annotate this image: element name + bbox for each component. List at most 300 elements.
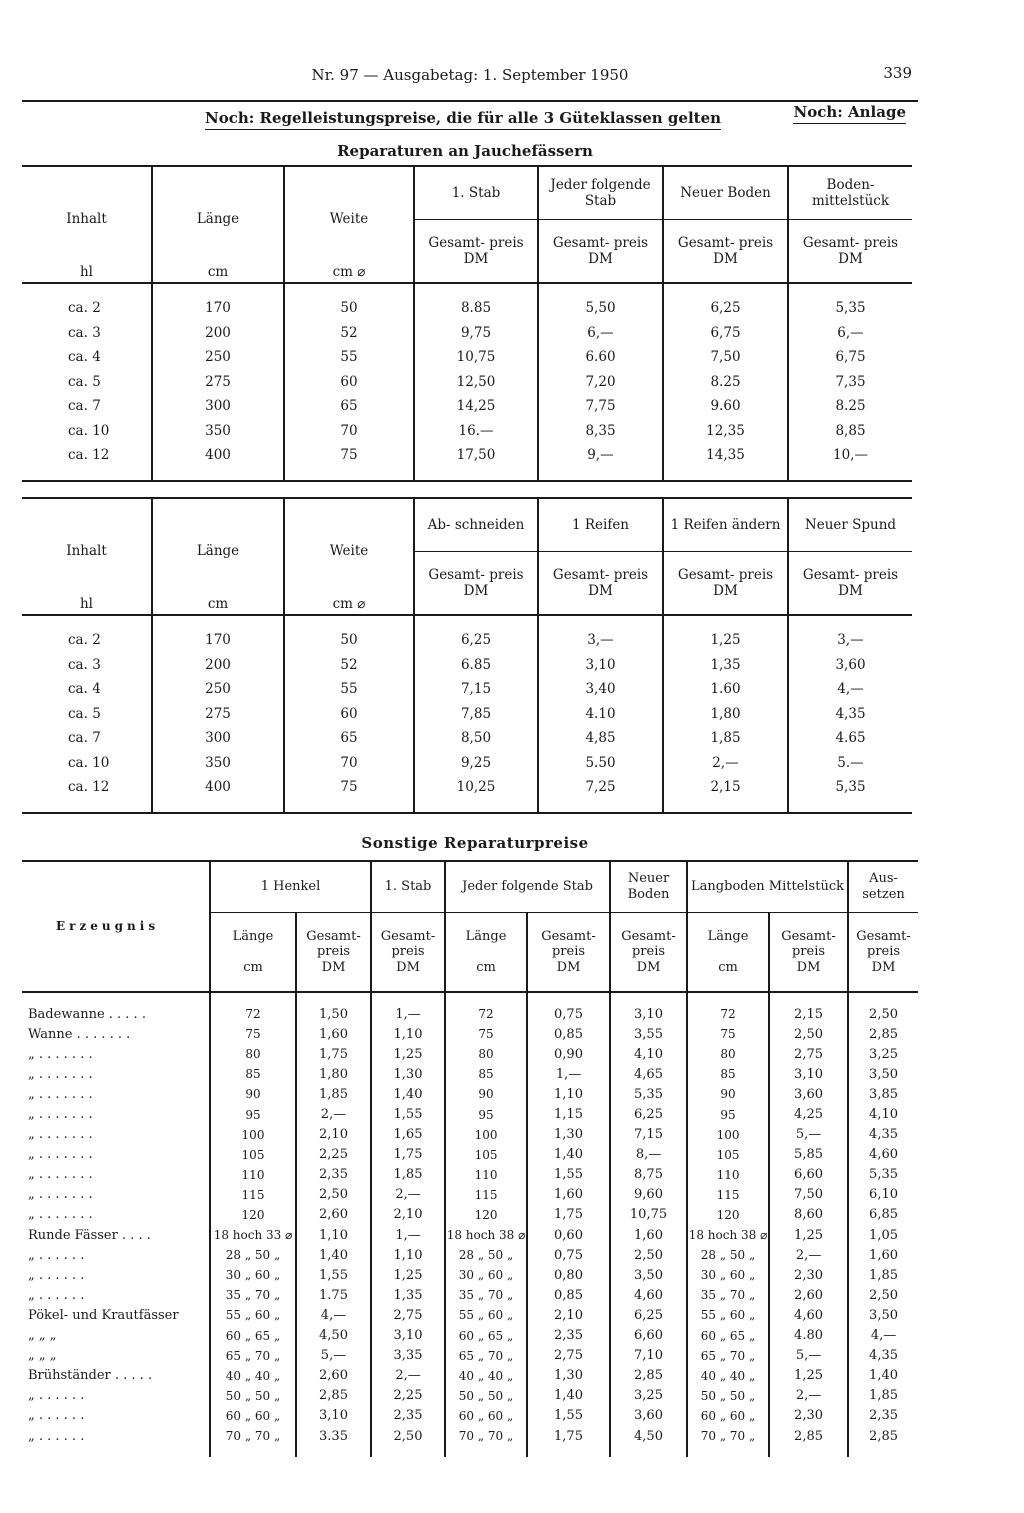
table-cell: 70 „ 70 „: [445, 1426, 527, 1446]
spacer-cell: [663, 283, 788, 296]
table-cell: 2,85: [848, 1426, 918, 1446]
spacer-cell: [22, 992, 210, 1004]
group-header: Langboden Mittelstück: [687, 861, 848, 913]
table-cell: 3,50: [848, 1064, 918, 1084]
table-cell: 40 „ 40 „: [210, 1366, 296, 1386]
spacer-cell: [663, 800, 788, 813]
table-cell: 50 „ 50 „: [210, 1386, 296, 1406]
table-cell: 1,30: [527, 1125, 610, 1145]
table-cell: 0,75: [527, 1245, 610, 1265]
table-cell: 2,35: [371, 1406, 445, 1426]
spacer-cell: [414, 800, 538, 813]
table-row: [22, 1265, 918, 1285]
table-cell: 1,—: [527, 1064, 610, 1084]
table-cell: 2,—: [296, 1104, 371, 1124]
table-cell: 3,10: [538, 653, 663, 678]
table-cell: 1,60: [296, 1024, 371, 1044]
table-cell: 7,20: [538, 370, 663, 395]
table-cell: 6,25: [610, 1104, 687, 1124]
row-label-cell: „ . . . . . . .: [28, 1086, 93, 1102]
table-cell: 6,25: [663, 296, 788, 321]
row-label-cell: „ . . . . . . .: [28, 1127, 93, 1143]
laenge-subheader: Länge cm: [445, 913, 527, 993]
table-cell: 6,75: [663, 321, 788, 346]
table-cell: 9,—: [538, 443, 663, 468]
table-cell: 18 hoch 38 ⌀: [687, 1225, 769, 1245]
table-row: [22, 1245, 918, 1265]
group-header: Jeder folgende Stab: [445, 861, 610, 913]
table-cell: 3,10: [296, 1406, 371, 1426]
inhalt-header: Inhalt hl: [66, 543, 107, 612]
column-header: 1 Reifen ändern: [663, 498, 788, 552]
table-cell: 4,65: [610, 1064, 687, 1084]
table3-body: [22, 992, 918, 1457]
table-cell: 55 „ 60 „: [445, 1305, 527, 1325]
table-cell: 1,55: [527, 1165, 610, 1185]
table-cell: 2,85: [848, 1024, 918, 1044]
spacer-cell: [296, 992, 371, 1004]
spacer-cell: [788, 283, 912, 296]
table-row: [22, 1064, 918, 1084]
spacer-cell: [687, 992, 769, 1004]
row-label-cell: ca. 7: [68, 398, 101, 415]
table-cell: 10,75: [610, 1205, 687, 1225]
table-cell: 1,75: [371, 1145, 445, 1165]
gesamtpreis-subheader: Gesamt- preis DM: [610, 913, 687, 993]
row-label-cell: „ . . . . . . .: [28, 1167, 93, 1183]
table-row: [22, 1205, 918, 1225]
table-cell: 7,50: [663, 345, 788, 370]
table-cell: 3,85: [848, 1084, 918, 1104]
spacer-cell: [22, 615, 152, 628]
table-cell: 115: [210, 1185, 296, 1205]
table-cell: 72: [687, 1004, 769, 1024]
table-cell: 6.85: [414, 653, 538, 678]
table-cell: 7,50: [769, 1185, 848, 1205]
table-row: [22, 1104, 918, 1124]
table-row: [22, 677, 912, 702]
spacer-cell: [210, 1446, 296, 1457]
table-cell: 14,25: [414, 394, 538, 419]
table-cell: 55 „ 60 „: [687, 1305, 769, 1325]
table-cell: 1,60: [848, 1245, 918, 1265]
table-cell: 1,75: [527, 1426, 610, 1446]
table-cell: 105: [687, 1145, 769, 1165]
table1-body: [22, 283, 912, 481]
table-cell: 2,50: [769, 1024, 848, 1044]
table-cell: 1,10: [371, 1245, 445, 1265]
table-cell: 40 „ 40 „: [445, 1366, 527, 1386]
table-cell: 9,25: [414, 751, 538, 776]
table-cell: 1,35: [663, 653, 788, 678]
table-cell: 1,85: [296, 1084, 371, 1104]
table-cell: 100: [210, 1125, 296, 1145]
spacer-row: [22, 992, 918, 1004]
table-row: [22, 702, 912, 727]
row-label-cell: ca. 10: [68, 422, 110, 439]
gesamtpreis-subheader: Gesamt- preis DM: [296, 913, 371, 993]
table-cell: 200: [152, 321, 284, 346]
spacer-cell: [848, 1446, 918, 1457]
table-cell: 1.75: [296, 1285, 371, 1305]
row-label-cell: „ . . . . . .: [28, 1267, 85, 1283]
spacer-cell: [610, 992, 687, 1004]
table2-body: [22, 615, 912, 813]
spacer-cell: [152, 615, 284, 628]
column-header: Boden- mittelstück: [788, 166, 912, 220]
table-row: [22, 1004, 918, 1024]
table-cell: 4.80: [769, 1326, 848, 1346]
table-cell: 3,—: [538, 628, 663, 653]
table-cell: 5,35: [610, 1084, 687, 1104]
laenge-subheader: Länge cm: [687, 913, 769, 993]
spacer-cell: [152, 468, 284, 481]
table-cell: 1,85: [848, 1386, 918, 1406]
row-label-cell: „ . . . . . . .: [28, 1066, 93, 1082]
group-header: Neuer Boden: [610, 861, 687, 913]
row-label-cell: „ . . . . . . .: [28, 1147, 93, 1163]
table-cell: 1,40: [848, 1366, 918, 1386]
table-row: [22, 1346, 918, 1366]
spacer-cell: [848, 992, 918, 1004]
table-cell: 250: [152, 345, 284, 370]
table-row: [22, 1386, 918, 1406]
table1-title: Reparaturen an Jauchefässern: [337, 142, 593, 160]
table-cell: 110: [445, 1165, 527, 1185]
table-cell: 55 „ 60 „: [210, 1305, 296, 1325]
table-cell: 90: [445, 1084, 527, 1104]
spacer-cell: [788, 468, 912, 481]
table-cell: 14,35: [663, 443, 788, 468]
table-cell: 105: [445, 1145, 527, 1165]
spacer-cell: [371, 992, 445, 1004]
table-cell: 4,60: [769, 1305, 848, 1325]
gesamtpreis-header: Gesamt- preis DM: [414, 552, 538, 616]
table-cell: 0,85: [527, 1285, 610, 1305]
table-cell: 50 „ 50 „: [687, 1386, 769, 1406]
row-label-cell: „ „ „: [28, 1328, 57, 1344]
table-cell: 2,10: [527, 1305, 610, 1325]
table-cell: 300: [152, 394, 284, 419]
table-cell: 1,35: [371, 1285, 445, 1305]
anlage-label: Noch: Anlage: [793, 103, 906, 124]
table-cell: 6,60: [769, 1165, 848, 1185]
table-cell: 1,60: [527, 1185, 610, 1205]
table-cell: 35 „ 70 „: [210, 1285, 296, 1305]
table-cell: 85: [687, 1064, 769, 1084]
table-cell: 5,35: [848, 1165, 918, 1185]
table-cell: 6,10: [848, 1185, 918, 1205]
spacer-cell: [414, 468, 538, 481]
gesamtpreis-subheader: Gesamt- preis DM: [848, 913, 918, 993]
gesamtpreis-subheader: Gesamt- preis DM: [527, 913, 610, 993]
table-cell: 2,15: [769, 1004, 848, 1024]
table-cell: 3,—: [788, 628, 912, 653]
table-cell: 4,60: [610, 1285, 687, 1305]
row-label-cell: ca. 2: [68, 300, 101, 317]
table-cell: 1,10: [296, 1225, 371, 1245]
table-cell: 3,60: [610, 1406, 687, 1426]
table-cell: 80: [687, 1044, 769, 1064]
table-cell: 2,—: [371, 1185, 445, 1205]
table-cell: 18 hoch 33 ⌀: [210, 1225, 296, 1245]
table-cell: 52: [284, 321, 414, 346]
table-cell: 65 „ 70 „: [210, 1346, 296, 1366]
row-label-cell: „ . . . . . .: [28, 1408, 85, 1424]
table-cell: 1,80: [663, 702, 788, 727]
table-cell: 35 „ 70 „: [445, 1285, 527, 1305]
table-cell: 4,—: [788, 677, 912, 702]
table-cell: 1,40: [527, 1145, 610, 1165]
table-cell: 2,25: [296, 1145, 371, 1165]
table-cell: 5,—: [296, 1346, 371, 1366]
table-cell: 2,60: [296, 1366, 371, 1386]
table-cell: 4,—: [848, 1326, 918, 1346]
table-row: [22, 1044, 918, 1064]
table-cell: 8.25: [788, 394, 912, 419]
table-cell: 50 „ 50 „: [445, 1386, 527, 1406]
table-cell: 2,60: [296, 1205, 371, 1225]
table-cell: 105: [210, 1145, 296, 1165]
table-cell: 400: [152, 775, 284, 800]
spacer-cell: [538, 468, 663, 481]
table-cell: 0,80: [527, 1265, 610, 1285]
spacer-cell: [769, 992, 848, 1004]
table-cell: 2,15: [663, 775, 788, 800]
gesamtpreis-header: Gesamt- preis DM: [414, 220, 538, 284]
spacer-cell: [769, 1446, 848, 1457]
row-label-cell: Wanne . . . . . . .: [28, 1026, 131, 1042]
laenge-header: Länge cm: [152, 498, 284, 615]
column-header: 1. Stab: [414, 166, 538, 220]
table-cell: 3,60: [769, 1084, 848, 1104]
laenge-subheader: Länge cm: [210, 913, 296, 993]
table-cell: 1,55: [296, 1265, 371, 1285]
other-repairs-table: [22, 860, 918, 1457]
table-cell: 200: [152, 653, 284, 678]
table-cell: 2,85: [296, 1386, 371, 1406]
table-cell: 55: [284, 345, 414, 370]
table-cell: 90: [210, 1084, 296, 1104]
table-cell: 2,—: [663, 751, 788, 776]
table-row: [22, 321, 912, 346]
table-cell: 6,60: [610, 1326, 687, 1346]
issue-line: Nr. 97 — Ausgabetag: 1. September 1950: [311, 66, 629, 84]
row-label-cell: ca. 12: [68, 779, 110, 796]
table-cell: 9,60: [610, 1185, 687, 1205]
spacer-cell: [284, 800, 414, 813]
spacer-cell: [788, 800, 912, 813]
spacer-cell: [527, 1446, 610, 1457]
table-row: [22, 370, 912, 395]
table-cell: 4,—: [296, 1305, 371, 1325]
spacer-cell: [788, 615, 912, 628]
weite-header: Weite cm ⌀: [284, 498, 414, 615]
row-label-cell: ca. 5: [68, 705, 101, 722]
table-cell: 2,35: [848, 1406, 918, 1426]
table-cell: 1,—: [371, 1004, 445, 1024]
column-header: 1 Reifen: [538, 498, 663, 552]
row-label-cell: Badewanne . . . . .: [28, 1006, 146, 1022]
table-row: [22, 1185, 918, 1205]
table-cell: 50: [284, 296, 414, 321]
spacer-cell: [527, 992, 610, 1004]
table-cell: 3,35: [371, 1346, 445, 1366]
row-label-cell: Pökel- und Krautfässer: [28, 1307, 179, 1323]
table-cell: 1,25: [371, 1265, 445, 1285]
table-cell: 2,75: [371, 1305, 445, 1325]
table-cell: 120: [210, 1205, 296, 1225]
table-cell: 70: [284, 419, 414, 444]
table-cell: 2,25: [371, 1386, 445, 1406]
table-cell: 10,—: [788, 443, 912, 468]
table-cell: 85: [210, 1064, 296, 1084]
table-cell: 18 hoch 38 ⌀: [445, 1225, 527, 1245]
table-cell: 4,10: [848, 1104, 918, 1124]
table-cell: 4,60: [848, 1145, 918, 1165]
table-cell: 1,40: [527, 1386, 610, 1406]
table-cell: 1,15: [527, 1104, 610, 1124]
table-cell: 6,—: [538, 321, 663, 346]
row-label-cell: „ . . . . . .: [28, 1388, 85, 1404]
row-label-cell: „ . . . . . . .: [28, 1046, 93, 1062]
row-label-cell: Runde Fässer . . . .: [28, 1227, 151, 1243]
spacer-cell: [371, 1446, 445, 1457]
table-cell: 115: [445, 1185, 527, 1205]
table-cell: 4.10: [538, 702, 663, 727]
table-cell: 4,35: [788, 702, 912, 727]
table-cell: 6.60: [538, 345, 663, 370]
table-cell: 4,85: [538, 726, 663, 751]
table-cell: 250: [152, 677, 284, 702]
table-row: [22, 394, 912, 419]
spacer-cell: [22, 468, 152, 481]
table-cell: 85: [445, 1064, 527, 1084]
table-row: [22, 751, 912, 776]
table-row: [22, 726, 912, 751]
row-label-cell: ca. 7: [68, 730, 101, 747]
table-cell: 350: [152, 751, 284, 776]
table-row: [22, 1426, 918, 1446]
table-cell: 7,75: [538, 394, 663, 419]
spacer-cell: [22, 283, 152, 296]
table-cell: 4,25: [769, 1104, 848, 1124]
table-cell: 5,—: [769, 1346, 848, 1366]
spacer-row: [22, 283, 912, 296]
table-cell: 110: [210, 1165, 296, 1185]
table-cell: 4,50: [296, 1326, 371, 1346]
table-cell: 5,85: [769, 1145, 848, 1165]
laenge-header: Länge cm: [152, 166, 284, 283]
gesamtpreis-header: Gesamt- preis DM: [538, 552, 663, 616]
table-cell: 60: [284, 702, 414, 727]
column-header: Neuer Spund: [788, 498, 912, 552]
table-cell: 10,75: [414, 345, 538, 370]
spacer-cell: [284, 615, 414, 628]
table-cell: 3,10: [610, 1004, 687, 1024]
row-label-cell: „ . . . . . . .: [28, 1207, 93, 1223]
table-cell: 70 „ 70 „: [687, 1426, 769, 1446]
table-cell: 2,50: [610, 1245, 687, 1265]
table-cell: 2,60: [769, 1285, 848, 1305]
table-cell: 1,50: [296, 1004, 371, 1024]
table-cell: 1,10: [527, 1084, 610, 1104]
row-label-cell: „ . . . . . . .: [28, 1107, 93, 1123]
table-cell: 8,60: [769, 1205, 848, 1225]
spacer-cell: [687, 1446, 769, 1457]
column-header: Neuer Boden: [663, 166, 788, 220]
table-cell: 30 „ 60 „: [445, 1265, 527, 1285]
table-cell: 60: [284, 370, 414, 395]
table-cell: 9,75: [414, 321, 538, 346]
column-header: Jeder folgende Stab: [538, 166, 663, 220]
table-cell: 4.65: [788, 726, 912, 751]
spacer-cell: [22, 1446, 210, 1457]
table-cell: 7,25: [538, 775, 663, 800]
table-cell: 1,75: [527, 1205, 610, 1225]
table-cell: 40 „ 40 „: [687, 1366, 769, 1386]
table-cell: 7,35: [788, 370, 912, 395]
row-label-cell: „ . . . . . .: [28, 1287, 85, 1303]
table-cell: 8,85: [788, 419, 912, 444]
table-cell: 28 „ 50 „: [210, 1245, 296, 1265]
table-cell: 1,30: [527, 1366, 610, 1386]
table-cell: 0,60: [527, 1225, 610, 1245]
table-cell: 120: [687, 1205, 769, 1225]
row-label-cell: „ . . . . . .: [28, 1247, 85, 1263]
row-label-cell: ca. 3: [68, 324, 101, 341]
table-row: [22, 1406, 918, 1426]
table-cell: 95: [687, 1104, 769, 1124]
gesamtpreis-header: Gesamt- preis DM: [663, 552, 788, 616]
repair-table-2: [22, 497, 912, 814]
table-cell: 0,75: [527, 1004, 610, 1024]
table-row: [22, 1305, 918, 1325]
table-cell: 170: [152, 628, 284, 653]
table-cell: 2,85: [769, 1426, 848, 1446]
table-row: [22, 419, 912, 444]
table-cell: 2,10: [371, 1205, 445, 1225]
table-cell: 3,25: [610, 1386, 687, 1406]
table-cell: 2,35: [296, 1165, 371, 1185]
table-cell: 1,55: [371, 1104, 445, 1124]
table-cell: 1,40: [296, 1245, 371, 1265]
table-cell: 17,50: [414, 443, 538, 468]
spacer-cell: [445, 992, 527, 1004]
table-cell: 1,55: [527, 1406, 610, 1426]
table-cell: 8,—: [610, 1145, 687, 1165]
table-cell: 400: [152, 443, 284, 468]
table-cell: 7,15: [414, 677, 538, 702]
spacer-cell: [414, 283, 538, 296]
table-cell: 75: [284, 775, 414, 800]
table-cell: 9.60: [663, 394, 788, 419]
table-cell: 52: [284, 653, 414, 678]
table-cell: 2,50: [371, 1426, 445, 1446]
table-cell: 3.35: [296, 1426, 371, 1446]
table-cell: 1,80: [296, 1064, 371, 1084]
table-cell: 60 „ 60 „: [445, 1406, 527, 1426]
column-header: Ab- schneiden: [414, 498, 538, 552]
table-cell: 10,25: [414, 775, 538, 800]
row-label-cell: ca. 4: [68, 349, 101, 366]
table-cell: 1.60: [663, 677, 788, 702]
table-cell: 350: [152, 419, 284, 444]
table-row: [22, 1165, 918, 1185]
table-cell: 65: [284, 726, 414, 751]
table-cell: 4,35: [848, 1125, 918, 1145]
table-cell: 1,75: [296, 1044, 371, 1064]
